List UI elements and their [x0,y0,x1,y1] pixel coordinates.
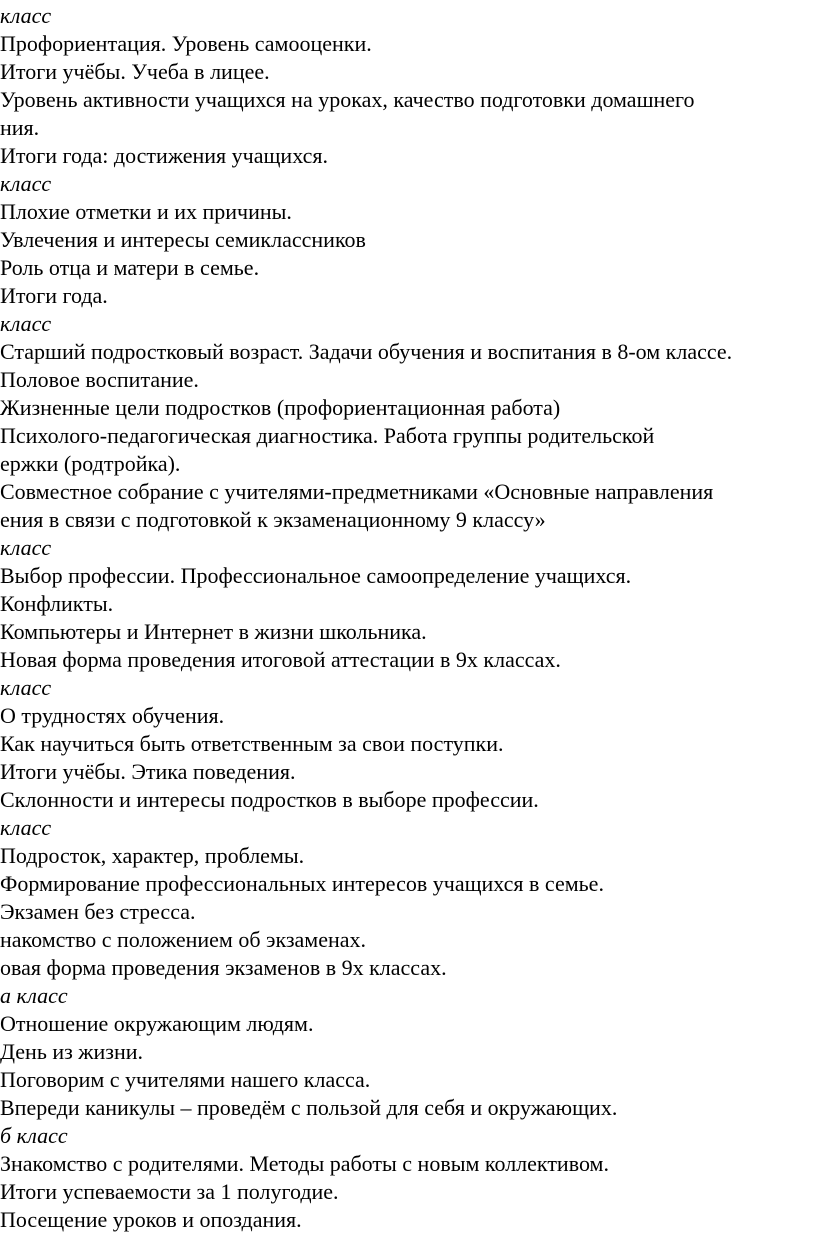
class-heading: класс [0,171,52,196]
meeting-topic: Новая форма проведения итоговой аттестации в 9х классах. [0,647,561,672]
class-heading: класс [0,535,52,560]
meeting-topic: Плохие отметки и их причины. [0,199,292,224]
meeting-topic: Психолого-педагогическая диагностика. Работа группы родительской [0,423,655,448]
class-heading: класс [0,3,52,28]
meeting-topic: Поговорим с учителями нашего класса. [0,1067,371,1092]
meeting-topic: Роль отца и матери в семье. [0,255,260,280]
meeting-topic: Совместное собрание с учителями-предметниками «Основные направления [0,479,714,504]
meeting-topic: Увлечения и интересы семиклассников [0,227,366,252]
meeting-topic: Подросток, характер, проблемы. [0,843,305,868]
meeting-topic: ения в связи с подготовкой к экзаменационному 9 классу» [0,507,546,532]
meeting-topic: Посещение уроков и опоздания. [0,1207,302,1232]
meeting-topic: Половое воспитание. [0,367,199,392]
class-heading: класс [0,815,52,840]
meeting-topic: Итоги года. [0,283,108,308]
meeting-topic: День из жизни. [0,1039,144,1064]
meeting-topic: Склонности и интересы подростков в выборе профессии. [0,787,539,812]
meeting-topic: накомство с положением об экзаменах. [0,927,367,952]
meeting-topic: Конфликты. [0,591,114,616]
meeting-topic: Старший подростковый возраст. Задачи обучения и воспитания в 8-ом классе. [0,339,733,364]
class-heading: а класс [0,983,68,1008]
meeting-topic: Как научиться быть ответственным за свои поступки. [0,731,504,756]
meeting-topic: Итоги успеваемости за 1 полугодие. [0,1179,339,1204]
meeting-topic: Выбор профессии. Профессиональное самоопределение учащихся. [0,563,632,588]
class-heading: класс [0,311,52,336]
meeting-topic: ержки (родтройка). [0,451,181,476]
meeting-topic: Отношение окружающим людям. [0,1011,314,1036]
meeting-topic: Впереди каникулы – проведём с пользой для себя и окружающих. [0,1095,618,1120]
meeting-topic: Уровень активности учащихся на уроках, качество подготовки домашнего [0,87,695,112]
document-body [0,2,816,1234]
meeting-topic: Знакомство с родителями. Методы работы с новым коллективом. [0,1151,609,1176]
meeting-topic: Итоги года: достижения учащихся. [0,143,328,168]
meeting-topic: О трудностях обучения. [0,703,225,728]
class-heading: б класс [0,1123,68,1148]
meeting-topic: Формирование профессиональных интересов учащихся в семье. [0,871,604,896]
meeting-topic: Экзамен без стресса. [0,899,196,924]
meeting-topic: овая форма проведения экзаменов в 9х классах. [0,955,447,980]
meeting-topic: Итоги учёбы. Этика поведения. [0,759,296,784]
class-heading: класс [0,675,52,700]
meeting-topic: Жизненные цели подростков (профориентационная работа) [0,395,561,420]
meeting-topic: ния. [0,115,40,140]
meeting-topic: Итоги учёбы. Учеба в лицее. [0,59,270,84]
meeting-topic: Компьютеры и Интернет в жизни школьника. [0,619,427,644]
meeting-topic: Профориентация. Уровень самооценки. [0,31,372,56]
